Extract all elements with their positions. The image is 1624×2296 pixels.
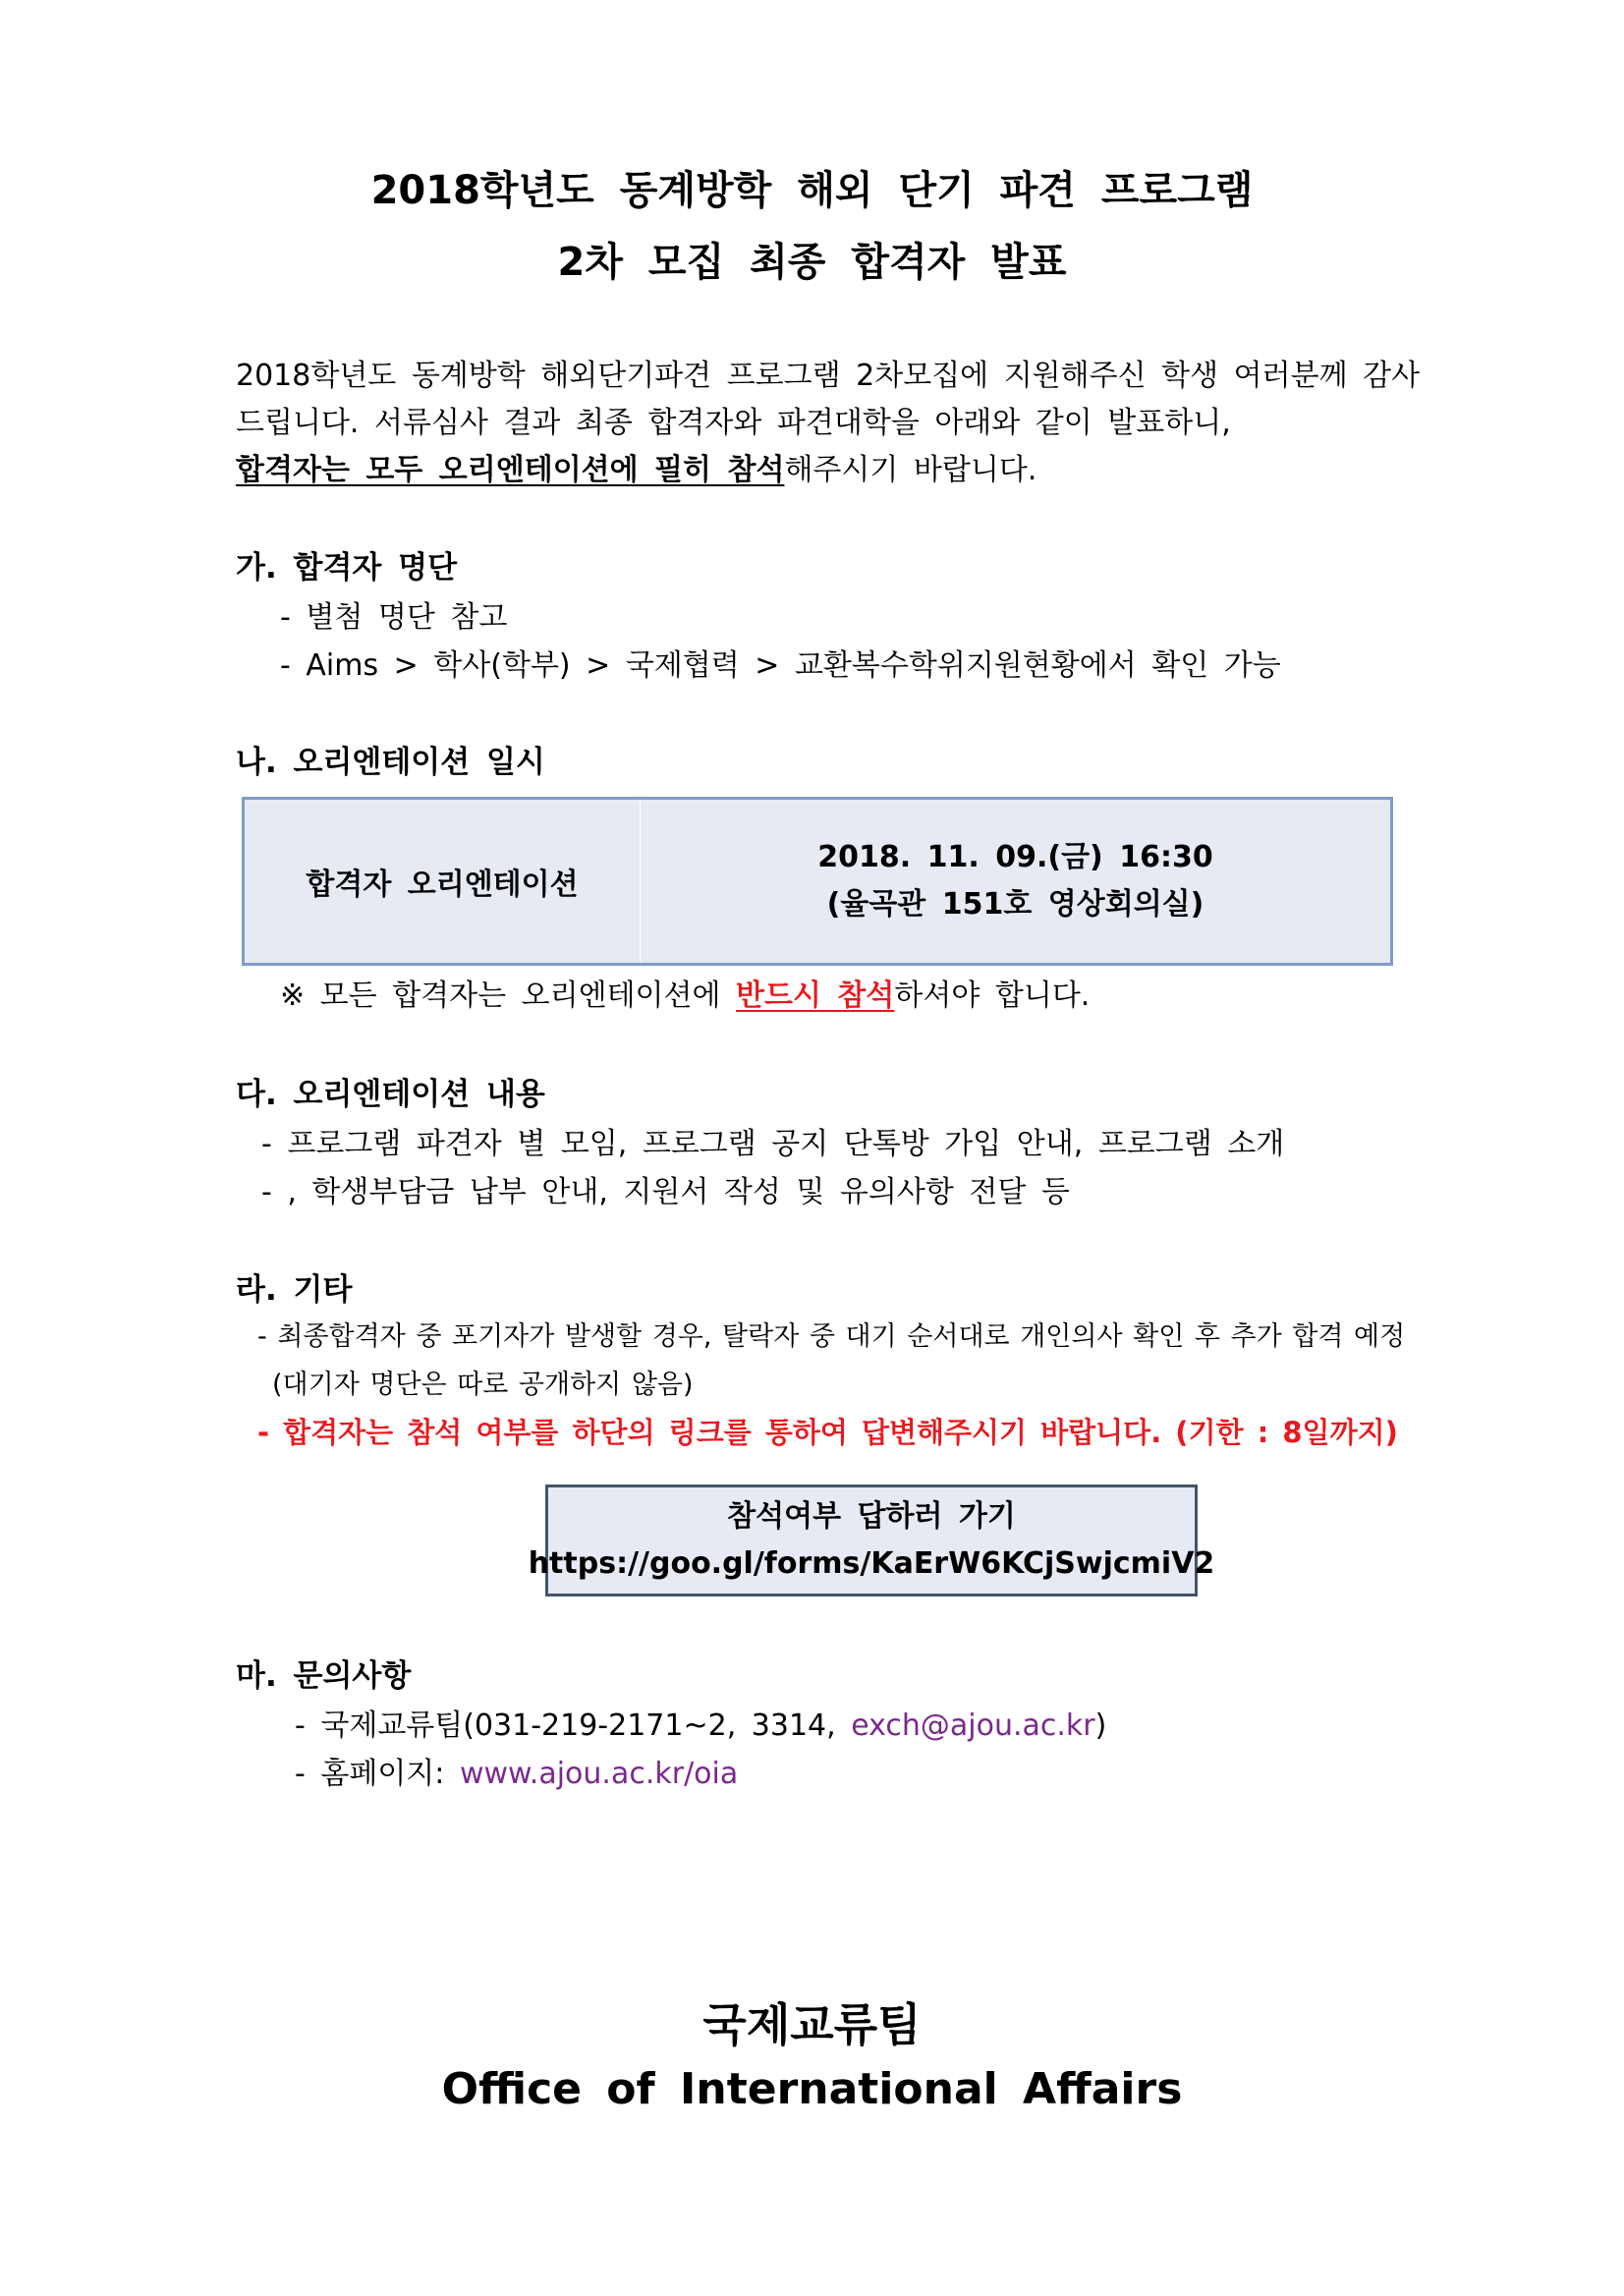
section-ra-item-1-note: (대기자 명단은 따로 공개하지 않음): [272, 1370, 694, 1400]
section-ra-item-1: - 최종합격자 중 포기자가 발생할 경우, 탈락자 중 대기 순서대로 개인의사 확인 후 추가 합격 예정: [257, 1321, 1406, 1352]
response-link-box[interactable]: [528, 1484, 1215, 1596]
footer-team-english: Office of International Affairs: [441, 2064, 1183, 2114]
orientation-note-emphasis: 반드시 참석: [736, 979, 895, 1013]
orientation-table: [242, 797, 1393, 966]
section-da-heading: 다. 오리엔테이션 내용: [236, 1077, 545, 1112]
section-ma-contact: [295, 1701, 1106, 1744]
homepage-prefix: - 홈페이지:: [295, 1757, 460, 1791]
contact-prefix: - 국제교류팀(031-219-2171~2, 3314,: [295, 1708, 852, 1743]
response-link-title[interactable]: 참석여부 답하러 가기: [727, 1499, 1016, 1534]
section-ma-heading: 마. 문의사항: [236, 1658, 412, 1694]
title-line-2: 2차 모집 최종 합격자 발표: [557, 240, 1067, 285]
section-da-item-1: - 프로그램 파견자 별 모임, 프로그램 공지 단톡방 가입 안내, 프로그램 소개: [261, 1127, 1285, 1161]
intro-emphasis: 합격자는 모두 오리엔테이션에 필히 참석: [236, 453, 785, 487]
orientation-note-suffix: 하셔야 합니다.: [894, 979, 1091, 1013]
section-da-item-2: - , 학생부담금 납부 안내, 지원서 작성 및 유의사항 전달 등: [261, 1175, 1070, 1209]
orientation-table-label: 합격자 오리엔테이션: [245, 800, 641, 963]
homepage-link[interactable]: www.ajou.ac.kr/oia: [459, 1757, 739, 1791]
section-ra-item-2: - 합격자는 참석 여부를 하단의 링크를 통하여 답변해주시기 바랍니다. (기한 : 8일까지): [257, 1416, 1398, 1449]
response-link-url[interactable]: https://goo.gl/forms/KaErW6KCjSwjcmiV2: [528, 1546, 1215, 1581]
section-ma-homepage: [295, 1749, 738, 1792]
title-line-1: 2018학년도 동계방학 해외 단기 파견 프로그램: [370, 168, 1254, 213]
section-ga-heading: 가. 합격자 명단: [236, 550, 458, 586]
intro-line-3-rest: 해주시기 바랍니다.: [784, 453, 1037, 487]
contact-email-link[interactable]: exch@ajou.ac.kr: [851, 1708, 1095, 1743]
orientation-place: (율곡관 151호 영상회의실): [826, 887, 1204, 922]
footer-team-korean: 국제교류팀: [702, 1998, 922, 2051]
intro-line-1: 2018학년도 동계방학 해외단기파견 프로그램 2차모집에 지원해주신 학생 여러분께 감사: [236, 359, 1421, 393]
orientation-datetime: 2018. 11. 09.(금) 16:30: [817, 840, 1213, 874]
orientation-note-prefix: ※ 모든 합격자는 오리엔테이션에: [280, 979, 737, 1013]
section-ga-item-2: - Aims > 학사(학부) > 국제협력 > 교환복수학위지원현황에서 확인 가능: [280, 648, 1281, 683]
orientation-note: [280, 971, 1090, 1014]
section-ra-heading: 라. 기타: [236, 1272, 353, 1308]
intro-line-2: 드립니다. 서류심사 결과 최종 합격자와 파견대학을 아래와 같이 발표하니,: [236, 406, 1231, 440]
intro-line-3: [236, 445, 1036, 488]
section-ga-item-1: - 별첨 명단 참고: [280, 600, 508, 635]
section-na-heading: 나. 오리엔테이션 일시: [236, 745, 545, 780]
contact-suffix: ): [1094, 1708, 1107, 1743]
orientation-table-value: [641, 800, 1390, 963]
